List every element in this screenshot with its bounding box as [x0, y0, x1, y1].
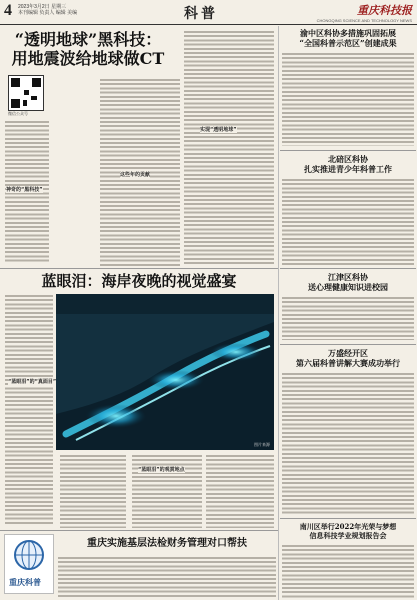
article6-body [282, 372, 414, 516]
article6-title-line2: 第六届科普讲解大赛成功举行 [296, 358, 400, 368]
brand-name: 重庆科技报 [357, 4, 412, 17]
article2-headline: 蓝眼泪：海岸夜晚的视觉盛宴 [41, 272, 237, 290]
article4-headline [282, 154, 414, 174]
science-logo-box [4, 534, 54, 594]
article2-body-col4 [206, 454, 274, 528]
article1-title-line2: 用地震波给地球做CT [11, 49, 165, 68]
blue-tears-illustration [56, 294, 274, 450]
qr-code [8, 75, 44, 111]
globe-icon [5, 535, 53, 575]
article7-title-line1: 南川区举行2022年光荣与梦想 [299, 522, 397, 531]
column-divider [278, 26, 279, 600]
masthead-brand [317, 2, 412, 23]
section-title: 科普 [184, 6, 218, 22]
article2-body-col1 [5, 294, 53, 526]
article1-subhead: 神奇的“黑科技” [6, 187, 43, 193]
section-divider [0, 268, 278, 269]
article4-title-line1: 北碚区科协 [328, 154, 368, 164]
section-divider [280, 150, 416, 151]
article5-body [282, 296, 414, 340]
article3-title-line2: “全国科普示范区”创建成果 [299, 38, 397, 48]
page-number: 4 [4, 2, 12, 19]
section-divider [280, 344, 416, 345]
article8-body [58, 556, 276, 598]
article4-body [282, 178, 414, 266]
article7-title-line2: 信息科技学业规划报告会 [309, 531, 387, 540]
page-header [0, 0, 417, 25]
qr-label: 微信公众号 [8, 111, 28, 116]
section-divider [280, 268, 416, 269]
article3-body [282, 52, 414, 146]
article1-subhead: 实现“透明地球” [200, 127, 237, 133]
brand-name-en: CHONGQING SCIENCE AND TECHNOLOGY NEWS [316, 18, 412, 23]
article8-headline: 重庆实施基层法检财务管理对口帮扶 [87, 538, 247, 549]
issue-editors: 本刊编辑 负责人 编辑 美编 [18, 10, 78, 16]
photo-credit: 图片来源 [254, 442, 270, 447]
section-divider [0, 530, 278, 531]
article7-headline [282, 522, 414, 540]
section-divider [280, 518, 416, 519]
article6-title-line1: 万盛经开区 [328, 348, 368, 358]
article2-subhead: “蓝眼泪”的“真面目” [8, 379, 57, 385]
article2-body-col2 [60, 454, 126, 528]
article5-headline [282, 272, 414, 292]
article6-headline [282, 348, 414, 368]
issue-meta [18, 4, 77, 16]
article5-title-line1: 江津区科协 [328, 272, 368, 282]
article1-subhead: 这些年的贡献 [120, 172, 151, 178]
blue-tears-photo [56, 294, 274, 450]
article2-inset-label: “蓝眼泪”的观赏地点 [138, 467, 185, 473]
article3-headline [282, 28, 414, 48]
issue-date: 2023年3月2日 星期三 [18, 4, 67, 10]
article1-title-line1: “透明地球”黑科技： [14, 30, 162, 49]
article5-title-line2: 送心理健康知识进校园 [308, 282, 388, 292]
logo-text: 重庆科普 [9, 577, 41, 587]
article1-headline [0, 30, 176, 68]
article4-title-line2: 扎实推进青少年科普工作 [304, 164, 392, 174]
article3-title-line1: 渝中区科协多措施巩固拓展 [300, 28, 396, 38]
article1-body-col3 [184, 30, 274, 266]
article7-body [282, 544, 414, 598]
